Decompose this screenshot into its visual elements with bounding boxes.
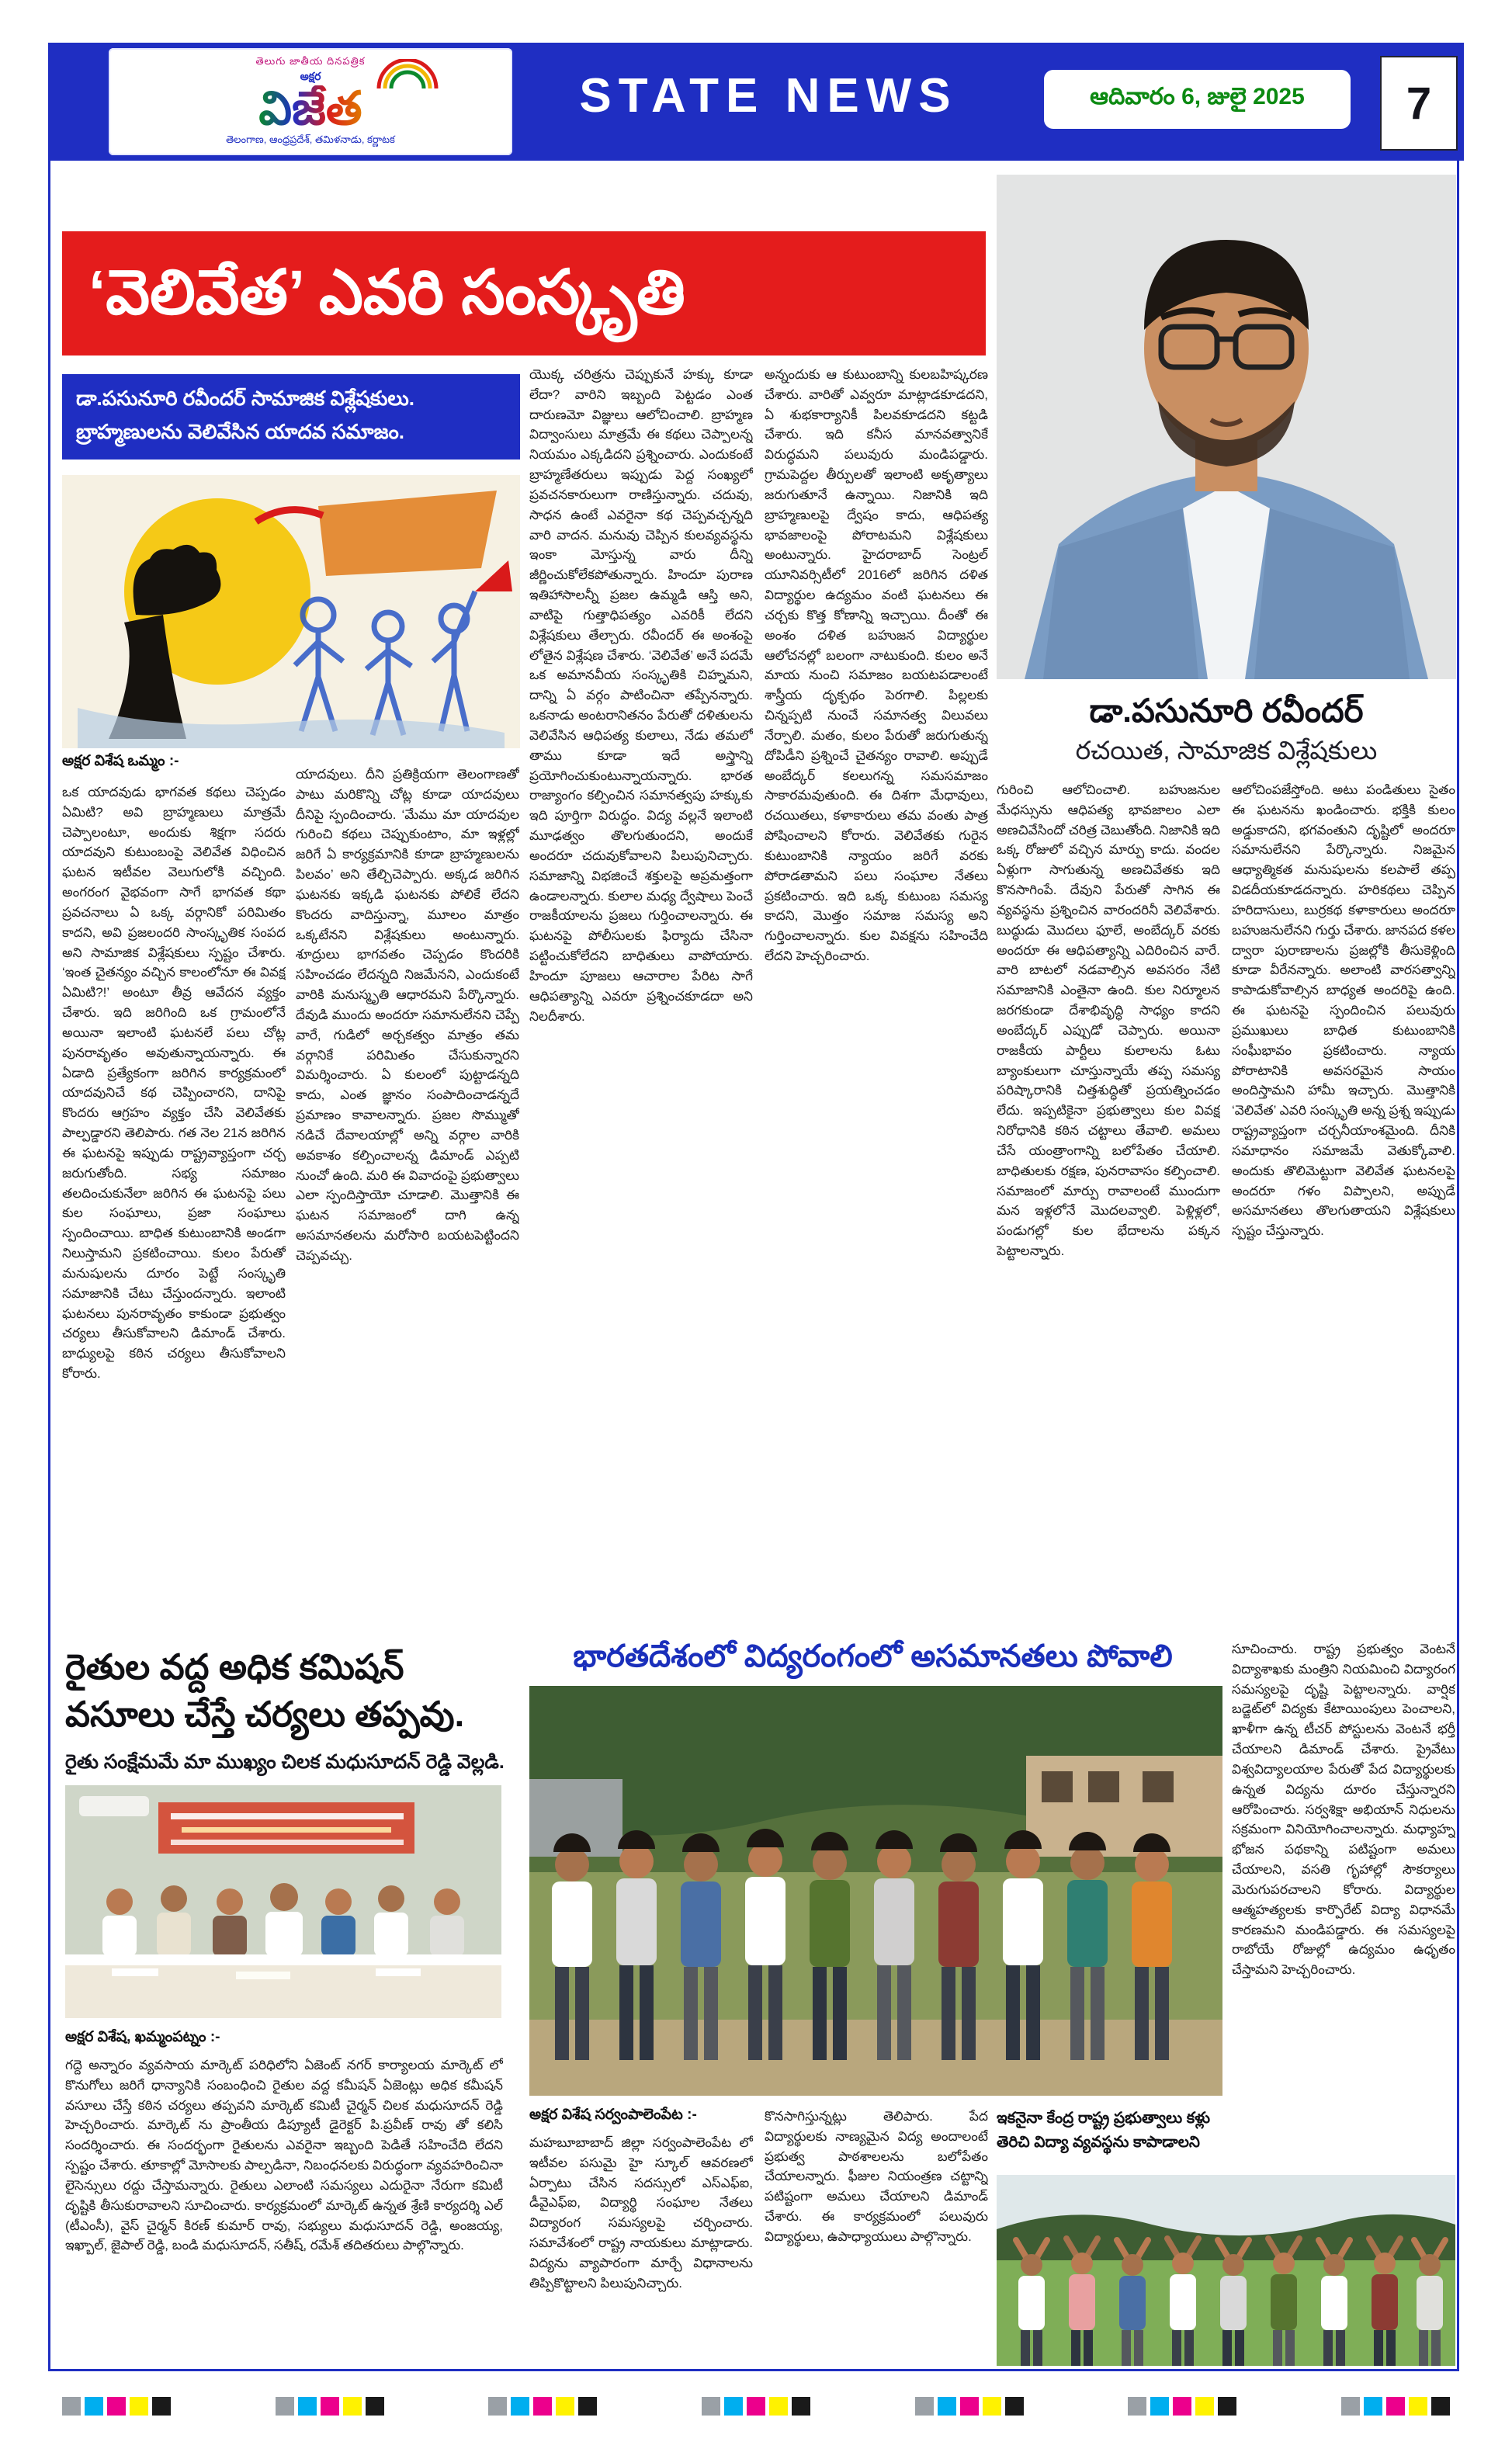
color-swatch bbox=[1173, 2397, 1191, 2416]
meeting-illustration bbox=[65, 1785, 501, 2018]
masthead-tagline-bottom: తెలంగాణ, ఆంధ్రప్రదేశ్, తమిళనాడు, కర్ణాటక bbox=[226, 134, 395, 145]
color-swatch bbox=[1386, 2397, 1405, 2416]
color-bar-cluster bbox=[915, 2397, 1024, 2416]
color-bar-cluster bbox=[702, 2397, 810, 2416]
main-dateline: అక్షర విశేష ఒమ్మం :- bbox=[62, 753, 179, 769]
color-bar-cluster bbox=[276, 2397, 384, 2416]
color-bar-cluster bbox=[488, 2397, 597, 2416]
color-swatch bbox=[298, 2397, 317, 2416]
color-swatch bbox=[1195, 2397, 1214, 2416]
color-swatch bbox=[792, 2397, 810, 2416]
color-swatch bbox=[62, 2397, 81, 2416]
body-column-2: యాదవులు. దీని ప్రతిక్రియగా తెలంగాణతో పాటు మరికొన్ని చోట్ల కూడా యాదవులు దీనిపై స్పందించారు. ‘మేము మా యాదవుల గురించి కథలు చెప్పుకుంటాం, మా ఇళ్లల్లో జరిగే ఏ కార్యక్రమానికి కూడా బ్రాహ్మణులను పిలవం’ అని తేల్చిచెప్పారు. అక్కడ జరిగిన ఘటనకు ఇక్కడి ఘటనకు పోలికే లేదని కొందరు వాదిస్తున్నా, మూలం మాత్రం ఒక్కటేనని విశ్లేషకులు అంటున్నారు. శూద్రులు భాగవతం చెప్పడం కొందరికి సహించడం లేదన్నది నిజమేనని, ఎందుకంటే వారికి మనుస్మృతి ఆధారమని పేర్కొన్నారు. దేవుడి ముందు అందరూ సమానులేనని చెప్పే వారే, గుడిలో అర్చకత్వం మాత్రం తమ వర్గానికే పరిమితం చేసుకున్నారని విమర్శించారు. ఏ కులంలో పుట్టాడన్నది కాదు, ఎంత జ్ఞానం సంపాదించాడన్నదే ప్రమాణం కావాలన్నారు. ప్రజల సొమ్ముతో నడిచే దేవాలయాల్లో అన్ని వర్గాల వారికి అవకాశం కల్పించాలన్న డిమాండ్ ఎప్పటి నుంచో ఉంది. మరి ఈ వివాదంపై ప్రభుత్వాలు ఎలా స్పందిస్తాయో చూడాలి. మొత్తానికి ఈ ఘటన సమాజంలో దాగి ఉన్న అసమానతలను మరోసారి బయటపెట్టిందని చెప్పవచ్చు. bbox=[296, 767, 519, 1263]
deck-line-1: డా.పసునూరి రవీందర్ సామాజిక విశ్లేషకులు. bbox=[76, 387, 415, 410]
main-headline: ‘వెలివేత’ ఎవరి సంస్కృతి bbox=[62, 231, 986, 355]
masthead-tagline-top: తెలుగు జాతీయ దినపత్రిక bbox=[255, 55, 366, 67]
color-swatch bbox=[152, 2397, 171, 2416]
color-bar-cluster bbox=[1128, 2397, 1236, 2416]
portrait-caption-role: రచయిత, సామాజిక విశ్లేషకులు bbox=[1075, 736, 1378, 765]
color-swatch bbox=[1341, 2397, 1360, 2416]
farmers-subhead: రైతు సంక్షేమమే మా ముఖ్యం చిలక మధుసూదన్ రెడ్డి వెల్లడి. bbox=[65, 1751, 505, 1773]
color-swatch bbox=[938, 2397, 956, 2416]
body-column-6: ఆలోచింపజేస్తోంది. అటు పండితులు సైతం ఈ ఘటనను ఖండించారు. భక్తికి కులం అడ్డుకాదని, భగవంతుని దృష్టిలో అందరూ సమానులేనని పేర్కొన్నారు. నిజమైన ఆధ్యాత్మికత మనుషులను కలపాలే తప్ప విడదీయకూడదన్నారు. హరికథలు చెప్పిన హరిదాసులు, బుర్రకథ కళాకారులు అందరూ బహుజనులేనని గుర్తు చేశారు. జానపద కళల ద్వారా పురాణాలను ప్రజల్లోకి తీసుకెళ్లింది కూడా వీరేనన్నారు. అలాంటి వారసత్వాన్ని కాపాడుకోవాల్సిన బాధ్యత అందరిపై ఉంది. ఈ ఘటనపై స్పందించిన పలువురు ప్రముఖులు బాధిత కుటుంబానికి సంఘీభావం ప్రకటించారు. న్యాయ పోరాటానికి అవసరమైన సాయం అందిస్తామని హామీ ఇచ్చారు. మొత్తానికి ‘వెలివేత’ ఎవరి సంస్కృతి అన్న ప్రశ్న ఇప్పుడు రాష్ట్రవ్యాప్తంగా చర్చనీయాంశమైంది. దీనికి సమాధానం సమాజమే వెతుక్కోవాలి. అందుకు తొలిమెట్టుగా వెలివేత ఘటనలపై అందరూ గళం విప్పాలని, అప్పుడే అసమానతలు తొలగుతాయని విశ్లేషకులు స్పష్టం చేస్తున్నారు. bbox=[1232, 782, 1455, 1239]
color-bar-cluster bbox=[1341, 2397, 1450, 2416]
masthead-prefix: అక్షర bbox=[300, 70, 321, 82]
protest-art-image bbox=[62, 475, 520, 748]
education-lead-caption: ఇకనైనా కేంద్ర రాష్ట్ర ప్రభుత్వాలు కళ్లు తెరిచి విద్యా వ్యవస్థను కాపాడాలని bbox=[997, 2110, 1211, 2151]
color-swatch bbox=[488, 2397, 507, 2416]
body-column-1: ఒక యాదవుడు భాగవత కథలు చెప్పడం ఏమిటి? అవి బ్రాహ్మణులు మాత్రమే చెప్పాలంటూ, అందుకు శిక్షగా సదరు యాదవుని కుటుంబంపై వెలివేత విధించిన ఘటన ఇటీవల వెలుగులోకి వచ్చింది. అంగరంగ వైభవంగా సాగే భాగవత కథా ప్రవచనాలు ఏ ఒక్క వర్గానికో పరిమితం కాదని, అవి ప్రజలందరి సాంస్కృతిక సంపద అని సామాజిక విశ్లేషకులు స్పష్టం చేశారు. ‘ఇంత చైతన్యం వచ్చిన కాలంలోనూ ఈ వివక్ష ఏమిటి?!’ అంటూ తీవ్ర ఆవేదన వ్యక్తం చేశారు. ఇది జరిగింది ఒక గ్రామంలోనే అయినా ఇలాంటి ఘటనలే పలు చోట్ల పునరావృతం అవుతున్నాయన్నారు. ఈ ఏడాది ప్రత్యేకంగా జరిగిన కార్యక్రమంలో యాదవునిచే కథ చెప్పించారని, దానిపై కొందరు ఆగ్రహం వ్యక్తం చేసి వెలివేతకు పాల్పడ్డారని తెలిపారు. గత నెల 21న జరిగిన ఈ ఘటనపై ఇప్పుడు రాష్ట్రవ్యాప్తంగా చర్చ జరుగుతోంది. సభ్య సమాజం తలదించుకునేలా జరిగిన ఈ ఘటనపై పలు కుల సంఘాలు, ప్రజా సంఘాలు స్పందించాయి. బాధిత కుటుంబానికి అండగా నిలుస్తామని ప్రకటించాయి. కులం పేరుతో మనుషులను దూరం పెట్టే సంస్కృతి సమాజానికి చేటు చేస్తుందన్నారు. ఇలాంటి ఘటనలు పునరావృతం కాకుండా ప్రభుత్వం చర్యలు తీసుకోవాలని డిమాండ్ చేశారు. బాధ్యులపై కఠిన చర్యలు తీసుకోవాలని కోరారు. bbox=[62, 785, 286, 1382]
farmers-headline-line1: రైతుల వద్ద అధిక కమిషన్ bbox=[65, 1647, 404, 1687]
body-column-5: గురించి ఆలోచించాలి. బహుజనుల మేధస్సును ఆధిపత్య భావజాలం ఎలా అణచివేసిందో చరిత్ర చెబుతోంది. నిజానికి ఇది ఒక్క రోజులో వచ్చిన మార్పు కాదు. వందల ఏళ్లుగా సాగుతున్న అణచివేతకు ఇది కొనసాగింపే. దేవుని పేరుతో సాగిన ఈ వ్యవస్థను ప్రశ్నించిన వారందరినీ వెలివేశారు. బుద్ధుడు మొదలు ఫూలే, అంబేద్కర్ వరకు అందరూ ఈ ఆధిపత్యాన్ని ఎదిరించిన వారే. వారి బాటలో నడవాల్సిన అవసరం నేటి సమాజానికి ఎంతైనా ఉంది. కుల నిర్మూలన జరగకుండా దేశాభివృద్ధి సాధ్యం కాదని అంబేద్కర్ ఎప్పుడో చెప్పారు. అయినా రాజకీయ పార్టీలు కులాలను ఓటు బ్యాంకులుగా చూస్తున్నాయే తప్ప సమస్య పరిష్కారానికి చిత్తశుద్ధితో ప్రయత్నించడం లేదు. ఇప్పటికైనా ప్రభుత్వాలు కుల వివక్ష నిరోధానికి కఠిన చట్టాలు తేవాలి. అమలు చేసే యంత్రాంగాన్ని బలోపేతం చేయాలి. బాధితులకు రక్షణ, పునరావాసం కల్పించాలి. సమాజంలో మార్పు రావాలంటే ముందుగా మన ఇళ్లలోనే మొదలవ్వాలి. పెళ్లిళ్లలో, పండుగల్లో కుల భేదాలను పక్కన పెట్టాలన్నారు. bbox=[997, 782, 1220, 1259]
right-column-body: సూచించారు. రాష్ట్ర ప్రభుత్వం వెంటనే విద్యాశాఖకు మంత్రిని నియమించి విద్యారంగ సమస్యలపై దృష్టి పెట్టాలన్నారు. వార్షిక బడ్జెట్‌లో విద్యకు కేటాయింపులు పెంచాలని, ఖాళీగా ఉన్న టీచర్ పోస్టులను వెంటనే భర్తీ చేయాలని డిమాండ్ చేశారు. ప్రైవేటు విశ్వవిద్యాలయాల పేరుతో పేద విద్యార్థులకు ఉన్నత విద్యను దూరం చేస్తున్నారని ఆరోపించారు. సర్వశిక్షా అభియాన్ నిధులను సక్రమంగా వినియోగించాలన్నారు. మధ్యాహ్న భోజన పథకాన్ని పటిష్టంగా అమలు చేయాలని, వసతి గృహాల్లో సౌకర్యాలు మెరుగుపరచాలని కోరారు. విద్యార్థుల ఆత్మహత్యలకు కార్పొరేట్ విద్యా విధానమే కారణమని మండిపడ్డారు. ఈ సమస్యలపై రాబోయే రోజుల్లో ఉద్యమం ఉధృతం చేస్తామని హెచ్చరించారు. bbox=[1232, 1642, 1455, 1978]
color-bar-cluster bbox=[62, 2397, 171, 2416]
color-swatch bbox=[1128, 2397, 1146, 2416]
group-photo bbox=[529, 1686, 1222, 2096]
color-swatch bbox=[321, 2397, 339, 2416]
color-swatch bbox=[702, 2397, 720, 2416]
color-swatch bbox=[1409, 2397, 1427, 2416]
color-swatch bbox=[747, 2397, 765, 2416]
issue-date: ఆదివారం 6, జులై 2025 bbox=[1090, 83, 1305, 109]
body-column-4: అన్నందుకు ఆ కుటుంబాన్ని కులబహిష్కరణ చేశారు. వారితో ఎవ్వరూ మాట్లాడకూడదని, ఏ శుభకార్యానికీ పిలవకూడదని కట్టడి చేశారు. ఇది కనీస మానవత్వానికే విరుద్ధమని పలువురు మండిపడ్డారు. గ్రామపెద్దల తీర్పులతో ఇలాంటి అకృత్యాలు జరుగుతూనే ఉన్నాయి. నిజానికి ఇది బ్రాహ్మణులపై ద్వేషం కాదు, ఆధిపత్య భావజాలంపై పోరాటమని విశ్లేషకులు అంటున్నారు. హైదరాబాద్ సెంట్రల్ యూనివర్సిటీలో 2016లో జరిగిన దళిత విద్యార్థుల ఉద్యమం వంటి ఘటనలు ఈ చర్చకు కొత్త కోణాన్ని ఇచ్చాయి. దీంతో ఈ అంశం దళిత బహుజన విద్యార్థుల ఆలోచనల్లో బలంగా నాటుకుంది. కులం అనే మాయ నుంచి సమాజం బయటపడాలంటే శాస్త్రీయ దృక్పథం పెరగాలి. పిల్లలకు చిన్నప్పటి నుంచే సమానత్వ విలువలు నేర్పాలి. మతం, కులం పేరుతో జరుగుతున్న దోపిడీని ప్రశ్నించే చైతన్యం రావాలి. అప్పుడే అంబేద్కర్ కలలుగన్న సమసమాజం సాకారమవుతుంది. ఈ దిశగా మేధావులు, రచయితలు, కళాకారులు తమ వంతు పాత్ర పోషించాలని కోరారు. వెలివేతకు గురైన కుటుంబానికి న్యాయం జరిగే వరకు పోరాడతామని పలు సంఘాల నేతలు ప్రకటించారు. ఇది ఒక్క కుటుంబ సమస్య కాదని, మొత్తం సమాజ సమస్య అని గుర్తించాలన్నారు. కుల వివక్షను సహించేది లేదని హెచ్చరించారు. bbox=[765, 367, 988, 964]
masthead-name: విజేత bbox=[258, 82, 362, 134]
education-column-a: మహబూబాబాద్ జిల్లా సర్వంపాలెంపేట లో ఇటీవల పసుమై హై స్కూల్ ఆవరణలో ఏర్పాటు చేసిన సదస్సులో ఎస్ఎఫ్ఐ, డీవైఎఫ్ఐ, విద్యార్థి సంఘాల నేతలు విద్యారంగ సమస్యలపై చర్చించారు. సమావేశంలో రాష్ట్ర నాయకులు మాట్లాడారు. విద్యను వ్యాపారంగా మార్చే విధానాలను తిప్పికొట్టాలని పిలుపునిచ్చారు. bbox=[529, 2135, 753, 2291]
color-swatch bbox=[343, 2397, 362, 2416]
print-color-bars bbox=[62, 2397, 1450, 2416]
portrait-caption-name: డా.పసునూరి రవీందర్ bbox=[1089, 692, 1364, 729]
farmers-headline bbox=[65, 1644, 505, 1739]
farmers-dateline: అక్షర విశేష, ఖమ్మంపట్నం :- bbox=[65, 2029, 220, 2045]
color-swatch bbox=[1364, 2397, 1382, 2416]
raised-hands-photo bbox=[997, 2175, 1455, 2366]
education-headline: భారతదేశంలో విద్యరంగంలో అసమానతలు పోవాలి bbox=[573, 1639, 1173, 1673]
color-swatch bbox=[769, 2397, 788, 2416]
farmers-headline-line2: వసూలు చేస్తే చర్యలు తప్పవు. bbox=[65, 1694, 465, 1734]
page-number-box bbox=[1380, 56, 1458, 151]
protest-art-illustration bbox=[62, 475, 520, 748]
date-box bbox=[1044, 70, 1351, 129]
color-swatch bbox=[511, 2397, 529, 2416]
color-swatch bbox=[107, 2397, 126, 2416]
farmers-body: గద్దె అన్నారం వ్యవసాయ మార్కెట్ పరిధిలోని ఏజెంట్ నగర్ కార్యాలయ మార్కెట్ లో కొనుగోలు జరిగే ధాన్యానికి సంబంధించి రైతుల వద్ద కమీషన్ ఏజెంట్లు అధిక కమీషన్ వసూలు చేస్తే కఠిన చర్యలు తప్పవని మార్కెట్ కమిటీ చైర్మన్ చిలక మధుసూదన్ రెడ్డి హెచ్చరించారు. మార్కెట్ ను ప్రాంతీయ డిప్యూటీ డైరెక్టర్ పి.ప్రవీణ్ రావు తో కలిసి సందర్శించారు. ఈ సందర్భంగా రైతులను ఎవరైనా ఇబ్బంది పెడితే సహించేది లేదని స్పష్టం చేశారు. తూకాల్లో మోసాలకు పాల్పడినా, నిబంధనలకు విరుద్ధంగా వ్యవహరించినా లైసెన్సులు రద్దు చేస్తామన్నారు. రైతులు ఎలాంటి సమస్యలు ఎదురైనా నేరుగా కమిటీ దృష్టికి తీసుకురావాలని సూచించారు. కార్యక్రమంలో మార్కెట్ ఉన్నత శ్రేణి కార్యదర్శి ఎల్ (టీఎంసీ), వైస్ చైర్మన్ కిరణ్ కుమార్ రావు, సభ్యులు మధుసూదన్ రెడ్డి, అంజయ్య, ఇఖ్బాల్, జైపాల్ రెడ్డి, బండి మధుసూదన్, సతీష్, రమేశ్ తదితరులు పాల్గొన్నారు. bbox=[65, 2058, 503, 2253]
color-swatch bbox=[276, 2397, 294, 2416]
color-swatch bbox=[578, 2397, 597, 2416]
portrait-illustration bbox=[997, 175, 1456, 679]
education-dateline: అక్షర విశేష సర్వంపాలెంపేట :- bbox=[529, 2107, 697, 2123]
color-swatch bbox=[983, 2397, 1001, 2416]
deck-line-2: బ్రాహ్మణులను వెలివేసిన యాదవ సమాజం. bbox=[76, 419, 405, 443]
color-swatch bbox=[724, 2397, 743, 2416]
color-swatch bbox=[960, 2397, 979, 2416]
body-column-3: యొక్క చరిత్రను చెప్పుకునే హక్కు కూడా లేదా? వారిని ఇబ్బంది పెట్టడం ఎంత దారుణమో విజ్ఞులు ఆలోచించాలి. బ్రాహ్మణ విద్వాంసులు మాత్రమే ఈ కథలు చెప్పాలన్న నియమం ఎక్కడిదని ప్రశ్నించారు. ఎందుకంటే బ్రాహ్మణేతరులు ఇప్పుడు పెద్ద సంఖ్యలో ప్రవచనకారులుగా రాణిస్తున్నారు. చదువు, సాధన ఉంటే ఎవరైనా కథ చెప్పవచ్చన్నది వారి వాదన. మనువు చెప్పిన కులవ్యవస్థను ఇంకా మోస్తున్న వారు దీన్ని జీర్ణించుకోలేకపోతున్నారు. హిందూ పురాణ ఇతిహాసాలన్నీ ప్రజల ఉమ్మడి ఆస్తి అని, వాటిపై గుత్తాధిపత్యం ఎవరికీ లేదని విశ్లేషకులు తేల్చారు. రవీందర్ ఈ అంశంపై లోతైన విశ్లేషణ చేశారు. ‘వెలివేత’ అనే పదమే ఒక అమానవీయ సంస్కృతికి చిహ్నమని, దాన్ని ఏ వర్గం పాటించినా తప్పేనన్నారు. ఒకనాడు అంటరానితనం పేరుతో దళితులను వెలివేసిన ఆధిపత్య కులాలు, నేడు తమలో తాము కూడా ఇదే అస్త్రాన్ని ప్రయోగించుకుంటున్నాయన్నారు. భారత రాజ్యాంగం కల్పించిన సమానత్వపు హక్కుకు ఇది పూర్తిగా విరుద్ధం. విద్య వల్లనే ఇలాంటి మూఢత్వం తొలగుతుందని, అందుకే అందరూ చదువుకోవాలని పిలుపునిచ్చారు. సమాజాన్ని విభజించే శక్తులపై అప్రమత్తంగా ఉండాలన్నారు. కులాల మధ్య ద్వేషాలు పెంచే రాజకీయాలను ప్రజలు గుర్తించాలన్నారు. ఈ ఘటనపై పోలీసులకు ఫిర్యాదు చేసినా పట్టించుకోలేదని బాధితులు వాపోయారు. హిందూ పూజలు ఆచారాల పేరిట సాగే ఆధిపత్యాన్ని ఎవరూ ప్రశ్నించకూడదా అని నిలదీశారు. bbox=[529, 367, 753, 1024]
education-column-b: కొనసాగిస్తున్నట్లు తెలిపారు. పేద విద్యార్థులకు నాణ్యమైన విద్య అందాలంటే ప్రభుత్వ పాఠశాలలను బలోపేతం చేయాలన్నారు. ఫీజుల నియంత్రణ చట్టాన్ని పటిష్టంగా అమలు చేయాలని డిమాండ్ చేశారు. ఈ కార్యక్రమంలో పలువురు విద్యార్థులు, ఉపాధ్యాయులు పాల్గొన్నారు. bbox=[765, 2109, 988, 2244]
color-swatch bbox=[1005, 2397, 1024, 2416]
color-swatch bbox=[85, 2397, 103, 2416]
main-deck bbox=[62, 374, 520, 460]
section-title: STATE NEWS bbox=[579, 69, 958, 123]
color-swatch bbox=[915, 2397, 934, 2416]
color-swatch bbox=[1150, 2397, 1169, 2416]
group-photo-illustration bbox=[529, 1686, 1222, 2096]
color-swatch bbox=[366, 2397, 384, 2416]
color-swatch bbox=[130, 2397, 148, 2416]
rainbow-arc-icon bbox=[374, 59, 441, 90]
color-swatch bbox=[1218, 2397, 1236, 2416]
color-swatch bbox=[1431, 2397, 1450, 2416]
page-number: 7 bbox=[1406, 78, 1432, 129]
raised-hands-illustration bbox=[997, 2175, 1455, 2366]
portrait-photo bbox=[997, 175, 1456, 679]
color-swatch bbox=[533, 2397, 552, 2416]
masthead-logo bbox=[109, 48, 512, 155]
meeting-photo bbox=[65, 1785, 501, 2018]
color-swatch bbox=[556, 2397, 574, 2416]
